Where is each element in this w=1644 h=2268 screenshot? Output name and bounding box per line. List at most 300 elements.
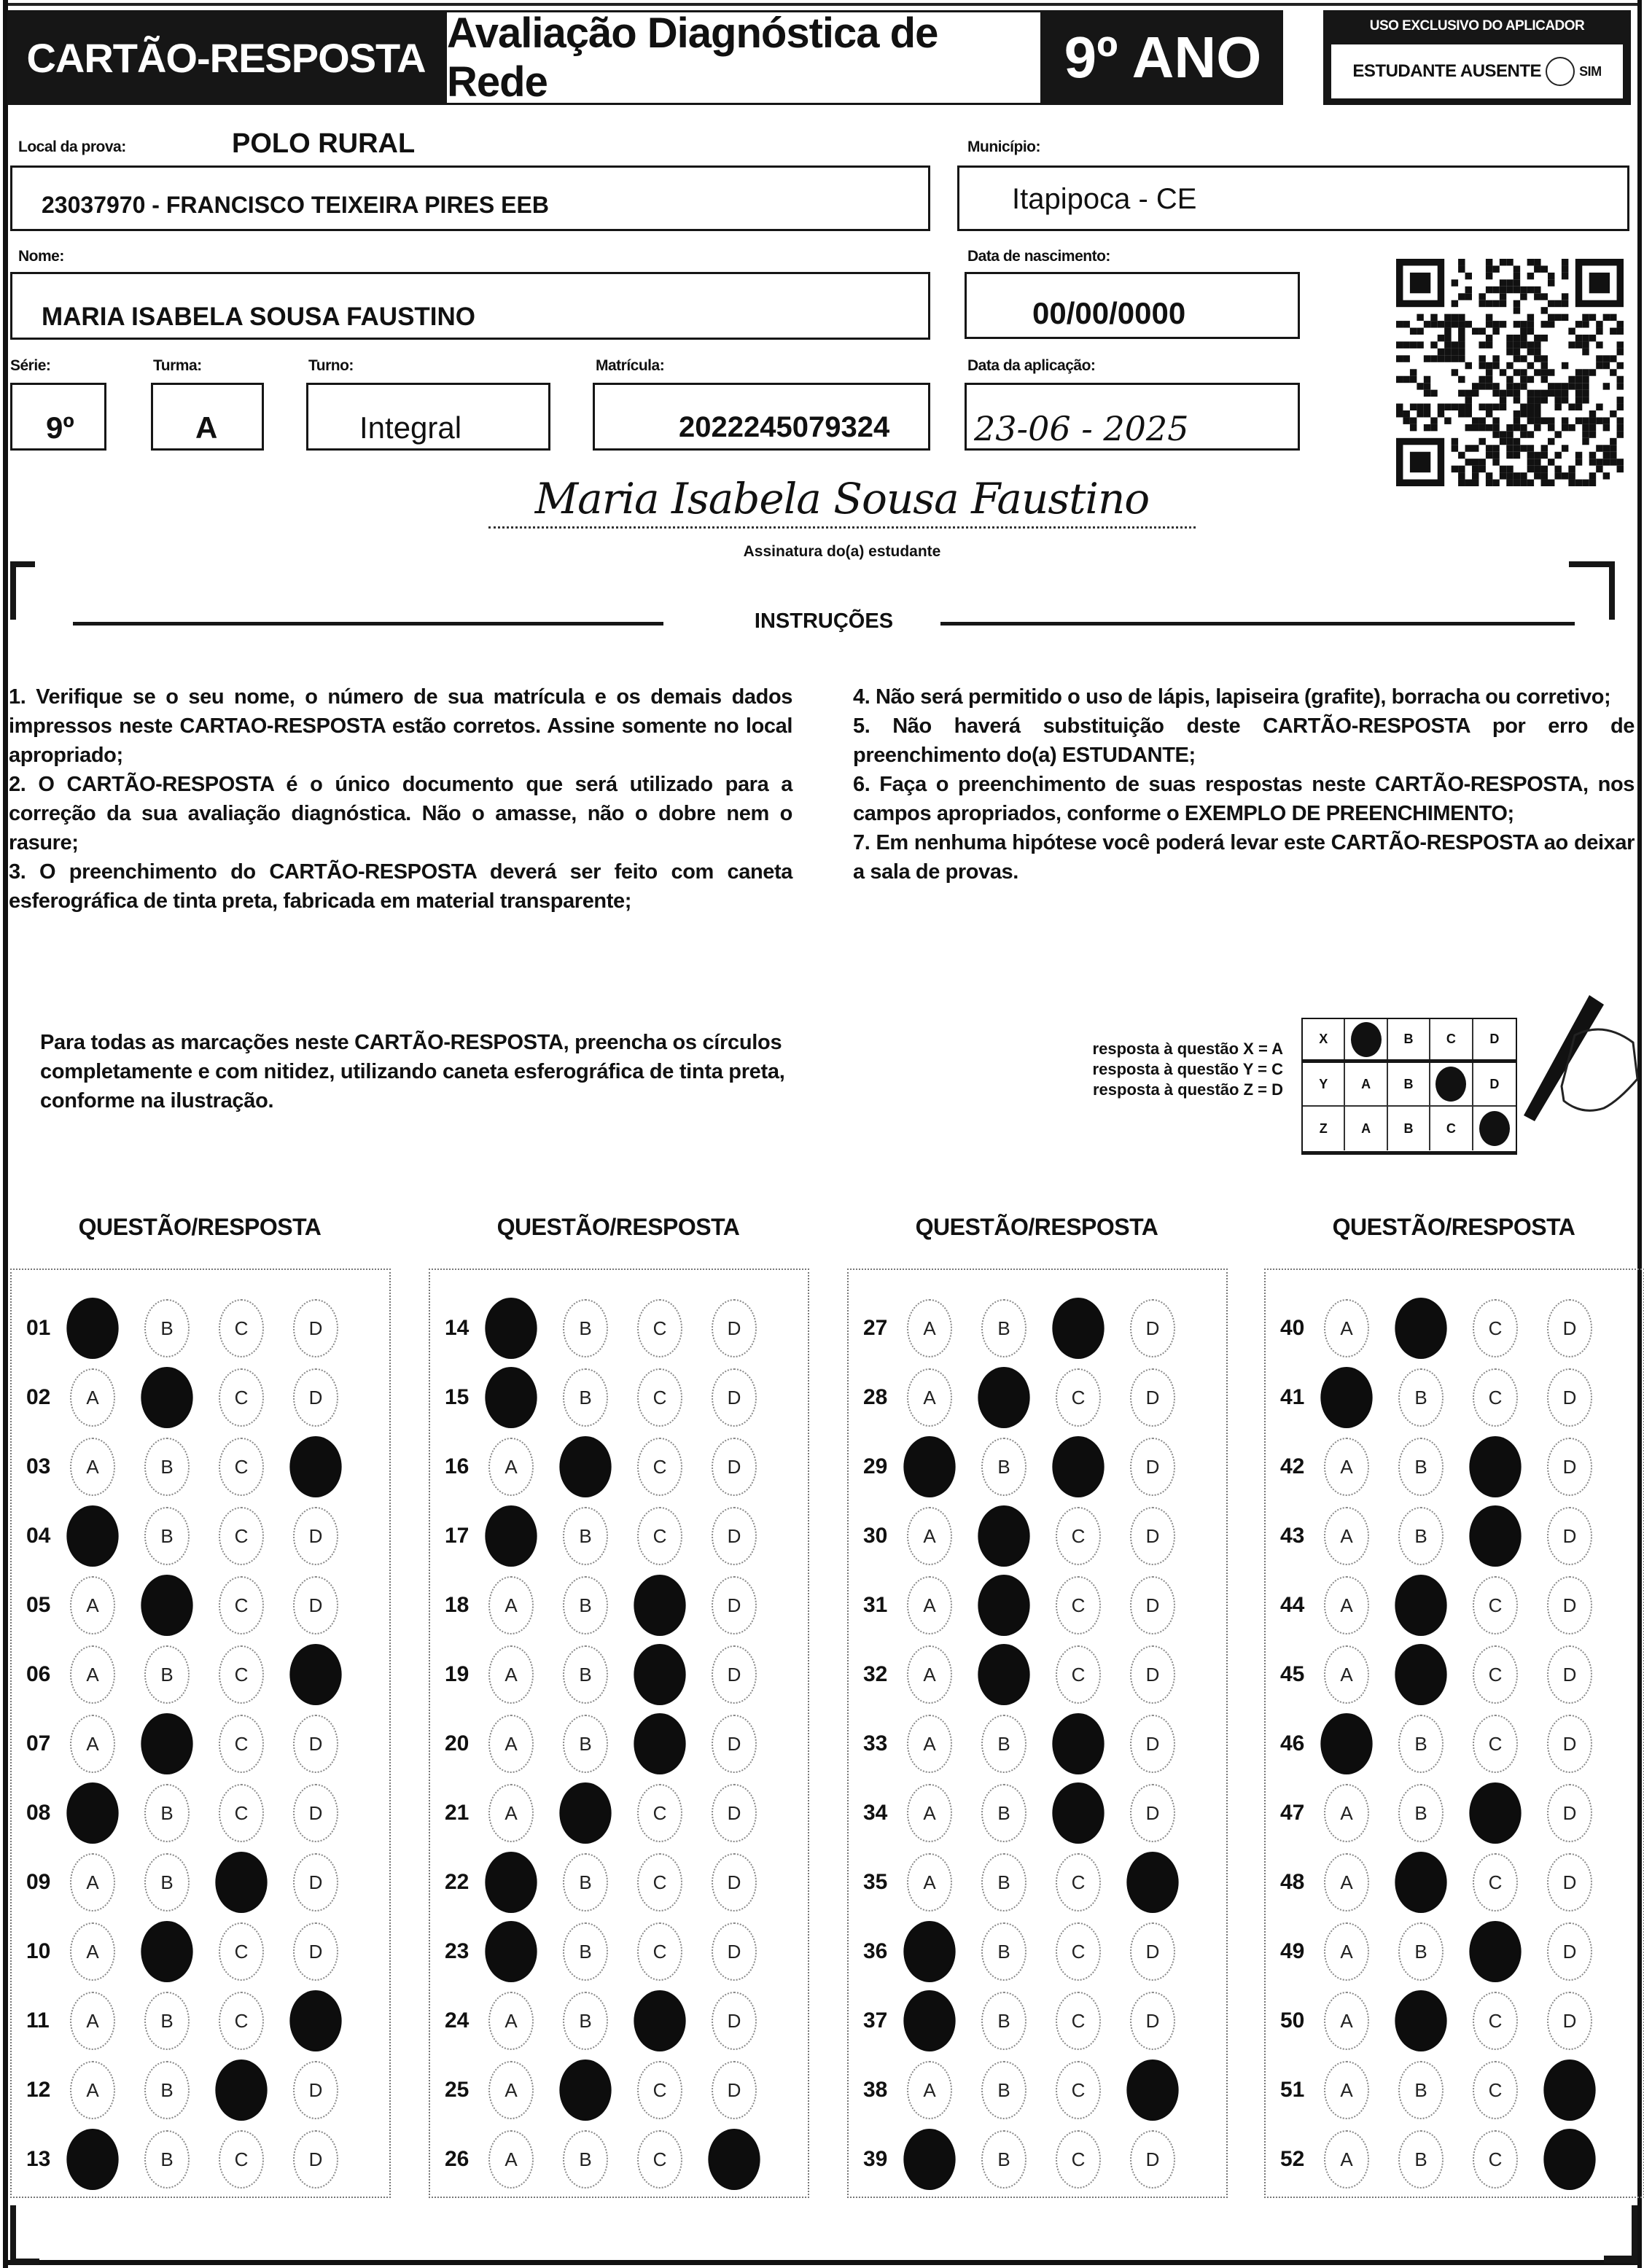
qr-module [1603, 424, 1610, 431]
answer-bubble-41-a[interactable] [1320, 1367, 1372, 1428]
answer-bubble-02-d[interactable]: D [293, 1368, 338, 1427]
answer-bubble-04-b[interactable]: B [144, 1507, 190, 1565]
answer-bubble-43-d[interactable]: D [1547, 1507, 1592, 1565]
answer-bubble-21-b[interactable] [559, 1782, 611, 1844]
answer-bubble-06-c[interactable]: C [219, 1645, 264, 1704]
question-number: 16 [445, 1454, 470, 1478]
answer-bubble-52-b[interactable]: B [1398, 2130, 1444, 2189]
answer-bubble-18-c[interactable] [634, 1575, 685, 1636]
matricula-value: 2022245079324 [679, 411, 890, 443]
answer-bubble-18-a[interactable]: A [488, 1576, 534, 1634]
answer-bubble-41-c[interactable]: C [1473, 1368, 1518, 1427]
qr-module [1568, 480, 1575, 486]
answer-bubble-40-c[interactable]: C [1473, 1299, 1518, 1357]
answer-bubble-48-a[interactable]: A [1324, 1853, 1369, 1912]
answer-bubble-19-a[interactable]: A [488, 1645, 534, 1704]
qr-module [1554, 452, 1561, 459]
answer-bubble-39-a[interactable] [903, 2129, 955, 2190]
answer-bubble-20-d[interactable]: D [712, 1715, 757, 1773]
answer-bubble-16-b[interactable] [559, 1436, 611, 1497]
frame-top-border [3, 3, 1642, 6]
answer-bubble-12-a[interactable]: A [70, 2061, 115, 2119]
answer-bubble-39-d[interactable]: D [1130, 2130, 1175, 2189]
answer-bubble-11-a[interactable]: A [70, 1992, 115, 2050]
answer-bubble-50-a[interactable]: A [1324, 1992, 1369, 2050]
answer-bubble-30-b[interactable] [978, 1505, 1029, 1567]
answer-bubble-24-c[interactable] [634, 1990, 685, 2051]
answer-bubble-07-a[interactable]: A [70, 1715, 115, 1773]
qr-module [1430, 355, 1437, 362]
answer-bubble-42-d[interactable]: D [1547, 1438, 1592, 1496]
answer-bubble-48-c[interactable]: C [1473, 1853, 1518, 1912]
answer-bubble-47-d[interactable]: D [1547, 1784, 1592, 1842]
answer-bubble-52-c[interactable]: C [1473, 2130, 1518, 2189]
answer-bubble-26-a[interactable]: A [488, 2130, 534, 2189]
answer-bubble-36-d[interactable]: D [1130, 1922, 1175, 1981]
answer-bubble-49-a[interactable]: A [1324, 1922, 1369, 1981]
answer-bubble-10-b[interactable] [141, 1921, 192, 1982]
answer-row-40 [1266, 1299, 1643, 1357]
answer-row-13 [12, 2130, 389, 2189]
answer-bubble-40-d[interactable]: D [1547, 1299, 1592, 1357]
answer-bubble-25-a[interactable]: A [488, 2061, 534, 2119]
answer-bubble-23-a[interactable] [485, 1921, 537, 1982]
qr-module [1472, 390, 1479, 397]
example-legend-z: resposta à questão Z = D [1092, 1080, 1283, 1099]
answer-bubble-23-d[interactable]: D [712, 1922, 757, 1981]
question-number: 48 [1280, 1870, 1305, 1894]
qr-module [1506, 390, 1513, 397]
answer-bubble-52-a[interactable]: A [1324, 2130, 1369, 2189]
answer-bubble-20-c[interactable] [634, 1713, 685, 1774]
qr-module [1534, 265, 1540, 272]
answer-bubble-43-a[interactable]: A [1324, 1507, 1369, 1565]
answer-bubble-12-d[interactable]: D [293, 2061, 338, 2119]
answer-bubble-01-d[interactable]: D [293, 1299, 338, 1357]
answer-bubble-14-a[interactable] [485, 1298, 537, 1359]
answer-bubble-09-b[interactable]: B [144, 1853, 190, 1912]
answer-bubble-24-a[interactable]: A [488, 1992, 534, 2050]
answer-bubble-29-d[interactable]: D [1130, 1438, 1175, 1496]
answer-bubble-49-d[interactable]: D [1547, 1922, 1592, 1981]
answer-bubble-03-c[interactable]: C [219, 1438, 264, 1496]
answer-bubble-40-a[interactable]: A [1324, 1299, 1369, 1357]
answer-bubble-34-d[interactable]: D [1130, 1784, 1175, 1842]
answer-bubble-46-d[interactable]: D [1547, 1715, 1592, 1773]
answer-bubble-43-b[interactable]: B [1398, 1507, 1444, 1565]
answer-bubble-51-a[interactable]: A [1324, 2061, 1369, 2119]
qr-module [1486, 404, 1492, 410]
answer-bubble-32-b[interactable] [978, 1644, 1029, 1705]
answer-bubble-11-b[interactable]: B [144, 1992, 190, 2050]
answer-bubble-46-c[interactable]: C [1473, 1715, 1518, 1773]
qr-module [1617, 424, 1624, 431]
answer-bubble-15-a[interactable] [485, 1367, 537, 1428]
question-number: 52 [1280, 2147, 1305, 2171]
qr-module [1562, 417, 1568, 424]
qr-module [1430, 321, 1437, 327]
answer-bubble-45-d[interactable]: D [1547, 1645, 1592, 1704]
question-number: 37 [863, 2008, 888, 2033]
answer-bubble-01-a[interactable] [66, 1298, 118, 1359]
answer-bubble-16-c[interactable]: C [637, 1438, 682, 1496]
answer-bubble-02-b[interactable] [141, 1367, 192, 1428]
answer-bubble-19-b[interactable]: B [563, 1645, 608, 1704]
answer-bubble-37-c[interactable]: C [1056, 1992, 1101, 2050]
answer-bubble-08-d[interactable]: D [293, 1784, 338, 1842]
qr-module [1500, 472, 1506, 479]
answer-bubble-35-d[interactable] [1126, 1852, 1178, 1913]
answer-row-49 [1266, 1922, 1643, 1981]
answer-row-05 [12, 1576, 389, 1634]
answer-bubble-06-a[interactable]: A [70, 1645, 115, 1704]
answer-bubble-39-c[interactable]: C [1056, 2130, 1101, 2189]
qr-module [1603, 452, 1610, 459]
answer-bubble-16-a[interactable]: A [488, 1438, 534, 1496]
answer-bubble-27-a[interactable]: A [907, 1299, 952, 1357]
answer-bubble-10-d[interactable]: D [293, 1922, 338, 1981]
qr-module [1452, 438, 1458, 445]
qr-module [1554, 383, 1561, 389]
question-number: 03 [26, 1454, 51, 1478]
answer-bubble-27-b[interactable]: B [981, 1299, 1026, 1357]
answer-bubble-20-b[interactable]: B [563, 1715, 608, 1773]
qr-module [1444, 328, 1451, 335]
example-option: B [1388, 1019, 1430, 1059]
answer-bubble-34-a[interactable]: A [907, 1784, 952, 1842]
answer-bubble-40-b[interactable] [1395, 1298, 1446, 1359]
answer-bubble-25-b[interactable] [559, 2059, 611, 2121]
answer-bubble-50-b[interactable] [1395, 1990, 1446, 2051]
answer-bubble-23-c[interactable]: C [637, 1922, 682, 1981]
answer-bubble-04-a[interactable] [66, 1505, 118, 1567]
qr-module [1534, 293, 1540, 300]
answer-bubble-45-a[interactable]: A [1324, 1645, 1369, 1704]
corner-mark-bottom-left-h [10, 2259, 39, 2264]
answer-bubble-35-a[interactable]: A [907, 1853, 952, 1912]
answer-bubble-19-c[interactable] [634, 1644, 685, 1705]
answer-bubble-29-c[interactable] [1052, 1436, 1104, 1497]
answer-row-30 [849, 1507, 1226, 1565]
answer-bubble-01-c[interactable]: C [219, 1299, 264, 1357]
answer-bubble-03-d[interactable] [289, 1436, 341, 1497]
qr-module [1506, 480, 1513, 486]
answer-bubble-17-b[interactable]: B [563, 1507, 608, 1565]
qr-module [1527, 397, 1534, 403]
answer-bubble-17-d[interactable]: D [712, 1507, 757, 1565]
answer-bubble-44-c[interactable]: C [1473, 1576, 1518, 1634]
answer-bubble-25-d[interactable]: D [712, 2061, 757, 2119]
answer-bubble-32-a[interactable]: A [907, 1645, 952, 1704]
answer-bubble-04-c[interactable]: C [219, 1507, 264, 1565]
answer-bubble-44-b[interactable] [1395, 1575, 1446, 1636]
answer-bubble-33-c[interactable] [1052, 1713, 1104, 1774]
answer-bubble-42-a[interactable]: A [1324, 1438, 1369, 1496]
answer-bubble-28-b[interactable] [978, 1367, 1029, 1428]
answer-bubble-50-c[interactable]: C [1473, 1992, 1518, 2050]
qr-module [1596, 321, 1602, 327]
answer-bubble-09-d[interactable]: D [293, 1853, 338, 1912]
qr-module [1617, 466, 1624, 472]
answer-bubble-11-d[interactable] [289, 1990, 341, 2051]
answer-bubble-45-b[interactable] [1395, 1644, 1446, 1705]
answer-bubble-35-c[interactable]: C [1056, 1853, 1101, 1912]
answer-bubble-49-c[interactable] [1469, 1921, 1521, 1982]
answer-bubble-31-d[interactable]: D [1130, 1576, 1175, 1634]
answer-bubble-09-a[interactable]: A [70, 1853, 115, 1912]
qr-module [1486, 410, 1492, 417]
answer-bubble-12-b[interactable]: B [144, 2061, 190, 2119]
answer-bubble-42-b[interactable]: B [1398, 1438, 1444, 1496]
example-option: A [1345, 1063, 1387, 1105]
answer-bubble-01-b[interactable]: B [144, 1299, 190, 1357]
answer-bubble-18-b[interactable]: B [563, 1576, 608, 1634]
answer-bubble-42-c[interactable] [1469, 1436, 1521, 1497]
answer-bubble-51-c[interactable]: C [1473, 2061, 1518, 2119]
qr-module [1527, 404, 1534, 410]
qr-module [1506, 348, 1513, 355]
answer-bubble-29-a[interactable] [903, 1436, 955, 1497]
answer-bubble-06-d[interactable] [289, 1644, 341, 1705]
answer-bubble-38-c[interactable]: C [1056, 2061, 1101, 2119]
pen-hand-icon [1495, 991, 1640, 1137]
qr-module [1472, 328, 1479, 335]
qr-module [1610, 452, 1616, 459]
question-number: 06 [26, 1662, 51, 1686]
answer-bubble-23-b[interactable]: B [563, 1922, 608, 1981]
answer-bubble-13-a[interactable] [66, 2129, 118, 2190]
answer-bubble-35-b[interactable]: B [981, 1853, 1026, 1912]
answer-bubble-20-a[interactable]: A [488, 1715, 534, 1773]
answer-bubble-44-d[interactable]: D [1547, 1576, 1592, 1634]
answer-bubble-22-a[interactable] [485, 1852, 537, 1913]
answer-bubble-34-c[interactable] [1052, 1782, 1104, 1844]
nome-field [10, 272, 930, 340]
answer-bubble-17-a[interactable] [485, 1505, 537, 1567]
answer-bubble-46-a[interactable] [1320, 1713, 1372, 1774]
answer-bubble-31-b[interactable] [978, 1575, 1029, 1636]
answer-row-28 [849, 1368, 1226, 1427]
municipio-value: Itapipoca - CE [1012, 183, 1197, 215]
answer-bubble-21-a[interactable]: A [488, 1784, 534, 1842]
answer-bubble-22-c[interactable]: C [637, 1853, 682, 1912]
qr-module [1396, 376, 1403, 383]
answer-bubble-08-c[interactable]: C [219, 1784, 264, 1842]
answer-bubble-10-c[interactable]: C [219, 1922, 264, 1981]
answer-bubble-51-d[interactable] [1543, 2059, 1595, 2121]
answer-bubble-24-d[interactable]: D [712, 1992, 757, 2050]
answer-bubble-33-b[interactable]: B [981, 1715, 1026, 1773]
answer-bubble-14-d[interactable]: D [712, 1299, 757, 1357]
answer-bubble-12-c[interactable] [215, 2059, 267, 2121]
answer-bubble-15-b[interactable]: B [563, 1368, 608, 1427]
answer-bubble-49-b[interactable]: B [1398, 1922, 1444, 1981]
qr-module [1527, 376, 1534, 383]
qr-module [1603, 459, 1610, 465]
example-legend-y: resposta à questão Y = C [1092, 1060, 1283, 1078]
answer-bubble-05-b[interactable] [141, 1575, 192, 1636]
answer-row-42 [1266, 1438, 1643, 1496]
answer-bubble-15-c[interactable]: C [637, 1368, 682, 1427]
grade-badge: 9º ANO [1043, 10, 1283, 105]
answer-bubble-18-d[interactable]: D [712, 1576, 757, 1634]
nome-value: MARIA ISABELA SOUSA FAUSTINO [42, 303, 476, 331]
answer-bubble-45-c[interactable]: C [1473, 1645, 1518, 1704]
answer-bubble-13-b[interactable]: B [144, 2130, 190, 2189]
answer-bubble-46-b[interactable]: B [1398, 1715, 1444, 1773]
qr-module [1520, 404, 1527, 410]
answer-bubble-48-b[interactable] [1395, 1852, 1446, 1913]
answer-bubble-03-a[interactable]: A [70, 1438, 115, 1496]
answer-bubble-41-d[interactable]: D [1547, 1368, 1592, 1427]
answer-bubble-08-a[interactable] [66, 1782, 118, 1844]
question-number: 19 [445, 1662, 470, 1686]
answer-bubble-31-a[interactable]: A [907, 1576, 952, 1634]
answer-bubble-26-c[interactable]: C [637, 2130, 682, 2189]
answer-bubble-47-c[interactable] [1469, 1782, 1521, 1844]
answer-bubble-22-b[interactable]: B [563, 1853, 608, 1912]
qr-module [1534, 335, 1540, 341]
qr-module [1458, 259, 1465, 265]
answer-bubble-25-c[interactable]: C [637, 2061, 682, 2119]
answer-bubble-48-d[interactable]: D [1547, 1853, 1592, 1912]
answer-bubble-21-c[interactable]: C [637, 1784, 682, 1842]
answer-bubble-11-c[interactable]: C [219, 1992, 264, 2050]
qr-module [1562, 293, 1568, 300]
answer-bubble-51-b[interactable]: B [1398, 2061, 1444, 2119]
answer-bubble-05-c[interactable]: C [219, 1576, 264, 1634]
answer-bubble-30-c[interactable]: C [1056, 1507, 1101, 1565]
instruction-2: 2. O CARTÃO-RESPOSTA é o único documento que será utilizado para a correção da sua avaliação diagnóstica. Não o amasse, não o dobre nem o rasure; [9, 773, 792, 854]
qr-module [1396, 341, 1403, 348]
frame-left-border [3, 0, 8, 2268]
answer-bubble-04-d[interactable]: D [293, 1507, 338, 1565]
answer-bubble-38-d[interactable] [1126, 2059, 1178, 2121]
answer-bubble-13-c[interactable]: C [219, 2130, 264, 2189]
answer-bubble-32-c[interactable]: C [1056, 1645, 1101, 1704]
answer-bubble-33-d[interactable]: D [1130, 1715, 1175, 1773]
answer-bubble-28-a[interactable]: A [907, 1368, 952, 1427]
answer-bubble-27-c[interactable] [1052, 1298, 1104, 1359]
answer-bubble-07-c[interactable]: C [219, 1715, 264, 1773]
answer-bubble-30-d[interactable]: D [1130, 1507, 1175, 1565]
qr-module [1582, 383, 1589, 389]
answer-bubble-36-b[interactable]: B [981, 1922, 1026, 1981]
answer-bubble-08-b[interactable]: B [144, 1784, 190, 1842]
qr-module [1492, 480, 1499, 486]
question-number: 04 [26, 1524, 51, 1548]
answer-bubble-02-a[interactable]: A [70, 1368, 115, 1427]
answer-bubble-34-b[interactable]: B [981, 1784, 1026, 1842]
qr-module [1458, 472, 1465, 479]
answer-bubble-47-a[interactable]: A [1324, 1784, 1369, 1842]
qr-module [1514, 321, 1520, 327]
answer-bubble-37-d[interactable]: D [1130, 1992, 1175, 2050]
qr-module [1486, 265, 1492, 272]
answer-bubble-13-d[interactable]: D [293, 2130, 338, 2189]
answer-bubble-03-b[interactable]: B [144, 1438, 190, 1496]
answer-bubble-26-b[interactable]: B [563, 2130, 608, 2189]
qr-module [1424, 424, 1430, 431]
example-option [1345, 1019, 1387, 1059]
qr-module [1458, 355, 1465, 362]
answer-bubble-21-d[interactable]: D [712, 1784, 757, 1842]
answer-bubble-07-d[interactable]: D [293, 1715, 338, 1773]
answer-bubble-16-d[interactable]: D [712, 1438, 757, 1496]
qr-module [1548, 424, 1554, 431]
answer-bubble-31-c[interactable]: C [1056, 1576, 1101, 1634]
answer-bubble-32-d[interactable]: D [1130, 1645, 1175, 1704]
answer-bubble-38-b[interactable]: B [981, 2061, 1026, 2119]
answer-bubble-41-b[interactable]: B [1398, 1368, 1444, 1427]
school-value: 23037970 - FRANCISCO TEIXEIRA PIRES EEB [42, 192, 549, 218]
answer-bubble-06-b[interactable]: B [144, 1645, 190, 1704]
qr-module [1534, 355, 1540, 362]
answer-bubble-36-a[interactable] [903, 1921, 955, 1982]
qr-module [1610, 328, 1616, 335]
answer-bubble-44-a[interactable]: A [1324, 1576, 1369, 1634]
answer-bubble-07-b[interactable] [141, 1713, 192, 1774]
question-number: 36 [863, 1939, 888, 1963]
qr-module [1527, 287, 1534, 293]
answer-bubble-05-a[interactable]: A [70, 1576, 115, 1634]
answer-bubble-10-a[interactable]: A [70, 1922, 115, 1981]
example-row [1303, 1107, 1516, 1150]
question-number: 45 [1280, 1662, 1305, 1686]
answer-row-46 [1266, 1715, 1643, 1773]
answer-bubble-05-d[interactable]: D [293, 1576, 338, 1634]
answer-bubble-28-d[interactable]: D [1130, 1368, 1175, 1427]
qr-module [1520, 445, 1527, 451]
qr-module [1527, 321, 1534, 327]
answer-bubble-30-a[interactable]: A [907, 1507, 952, 1565]
question-number: 32 [863, 1662, 888, 1686]
answer-bubble-39-b[interactable]: B [981, 2130, 1026, 2189]
qr-module [1554, 404, 1561, 410]
answer-bubble-47-b[interactable]: B [1398, 1784, 1444, 1842]
answer-bubble-14-c[interactable]: C [637, 1299, 682, 1357]
answer-bubble-29-b[interactable]: B [981, 1438, 1026, 1496]
answer-bubble-27-d[interactable]: D [1130, 1299, 1175, 1357]
qr-module [1554, 314, 1561, 321]
answer-bubble-09-c[interactable] [215, 1852, 267, 1913]
answer-bubble-36-c[interactable]: C [1056, 1922, 1101, 1981]
qr-module [1534, 341, 1540, 348]
answer-bubble-19-d[interactable]: D [712, 1645, 757, 1704]
qr-module [1617, 459, 1624, 465]
qr-module [1479, 404, 1485, 410]
qr-module [1617, 341, 1624, 348]
answer-bubble-37-a[interactable] [903, 1990, 955, 2051]
answer-bubble-33-a[interactable]: A [907, 1715, 952, 1773]
answer-bubble-52-d[interactable] [1543, 2129, 1595, 2190]
answer-bubble-22-d[interactable]: D [712, 1853, 757, 1912]
answer-bubble-26-d[interactable] [708, 2129, 760, 2190]
answer-bubble-24-b[interactable]: B [563, 1992, 608, 2050]
answer-bubble-17-c[interactable]: C [637, 1507, 682, 1565]
answer-bubble-14-b[interactable]: B [563, 1299, 608, 1357]
absent-checkbox[interactable] [1546, 57, 1575, 86]
answer-bubble-50-d[interactable]: D [1547, 1992, 1592, 2050]
answer-bubble-02-c[interactable]: C [219, 1368, 264, 1427]
answer-bubble-38-a[interactable]: A [907, 2061, 952, 2119]
answer-bubble-15-d[interactable]: D [712, 1368, 757, 1427]
qr-module [1514, 335, 1520, 341]
answer-bubble-43-c[interactable] [1469, 1505, 1521, 1567]
answer-bubble-37-b[interactable]: B [981, 1992, 1026, 2050]
qr-module [1486, 321, 1492, 327]
answer-bubble-28-c[interactable]: C [1056, 1368, 1101, 1427]
